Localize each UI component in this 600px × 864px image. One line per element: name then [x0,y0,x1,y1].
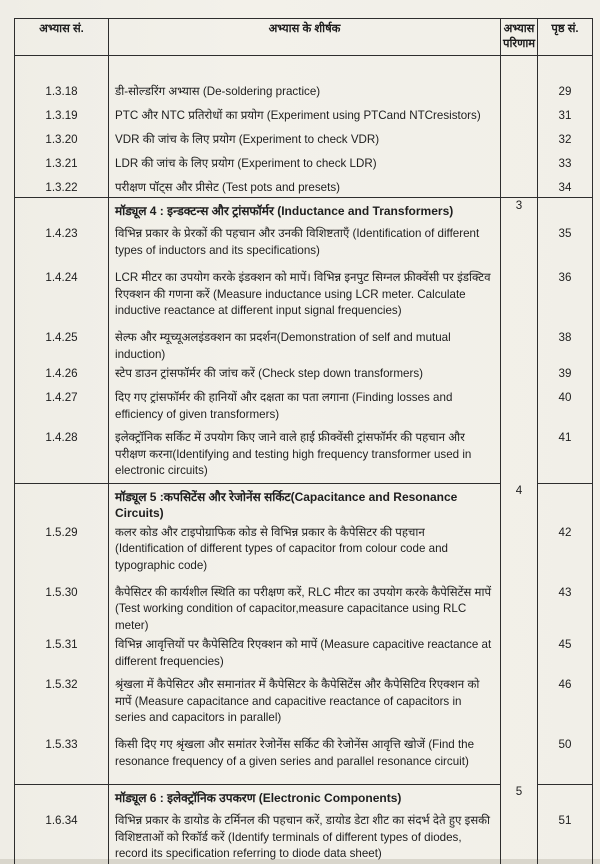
page-number: 50 [538,734,593,784]
exercise-number: 1.5.30 [15,582,109,635]
exercise-title: इलेक्ट्रॉनिक सर्किट में उपयोग किए जाने वाले हाई फ्रीक्वेंसी ट्रांसफॉर्मर की पहचान और परीक्षण करना(Identifying and testing high frequency transformer used in electronic circuits) [109,427,501,483]
page-number: 35 [538,223,593,267]
exercise-title: PTC और NTC प्रतिरोधों का प्रयोग (Experiment using PTCand NTCresistors) [109,105,501,129]
exercise-title: LCR मीटर का उपयोग करके इंडक्शन को मापें। विभिन्न इनपुट सिग्नल फ्रीक्वेंसी पर इंडक्टिव रिएक्शन की गणना करें (Measure inductance using LCR meter. Calculate inductive reactance at different input signal frequencies) [109,267,501,327]
exercise-number: 1.5.33 [15,734,109,784]
module-outcome: 3 [501,197,538,483]
exercise-title: परीक्षण पॉट्स और प्रीसेट (Test pots and presets) [109,177,501,197]
exercise-title: विभिन्न प्रकार के प्रेरकों की पहचान और उनकी विशिष्टताएँ (Identification of different types of inductors and its specifications) [109,223,501,267]
exercise-number: 1.3.22 [15,177,109,197]
exercise-title: कैपेसिटर की कार्यशील स्थिति का परीक्षण करें, RLC मीटर का उपयोग करके कैपेसिटेंस मापें (Test working condition of capacitor,measure capacitance using RLC meter) [109,582,501,635]
module-header-row [15,197,593,223]
exercise-number: 1.5.29 [15,522,109,582]
page-number: 31 [538,105,593,129]
page-number: 39 [538,363,593,387]
exercise-title: डी-सोल्डरिंग अभ्यास (De-soldering practice) [109,81,501,105]
exercise-number: 1.4.28 [15,427,109,483]
module-header-row [15,784,593,810]
header-row [15,19,593,56]
exercise-outcome [501,105,538,129]
exercise-outcome [501,177,538,197]
exercise-number: 1.4.27 [15,387,109,427]
exercise-outcome [501,129,538,153]
exercise-number: 1.3.21 [15,153,109,177]
module-outcome: 4 [501,483,538,784]
exercise-title: सेल्फ और म्यूच्यूअलइंडक्शन का प्रदर्शन(Demonstration of self and mutual induction) [109,327,501,363]
exercise-title: VDR की जांच के लिए प्रयोग (Experiment to check VDR) [109,129,501,153]
table-row [15,81,593,105]
exercise-number: 1.4.23 [15,223,109,267]
page-number: 45 [538,634,593,674]
page-number: 46 [538,674,593,734]
header-exercise-no: अभ्यास सं. [15,19,109,56]
contents-table [14,18,593,864]
exercise-title: श्रृंखला में कैपेसिटर और समानांतर में कैपेसिटर के कैपेसिटेंस और कैपेसिटिव रिएक्शन को मापें (Measure capacitance and capacitive reactance of capacitors in series and capacitors in parallel) [109,674,501,734]
page-number: 33 [538,153,593,177]
header-outcome: अभ्यास परिणाम [501,19,538,56]
page-number: 40 [538,387,593,427]
exercise-title: विभिन्न आवृत्तियों पर कैपेसिटिव रिएक्शन को मापें (Measure capacitive reactance at different frequencies) [109,634,501,674]
exercise-number: 1.5.32 [15,674,109,734]
exercise-number: 1.4.25 [15,327,109,363]
page-number: 38 [538,327,593,363]
spacer-row [15,56,593,82]
module-header-row [15,483,593,522]
page-number: 32 [538,129,593,153]
module-title: मॉड्यूल 4 : इन्डक्टन्स और ट्रांसफॉर्मर (Inductance and Transformers) [109,197,501,223]
exercise-title: स्टेप डाउन ट्रांसफॉर्मर की जांच करें (Check step down transformers) [109,363,501,387]
module-title: मॉड्यूल 5 :कपसिटेंस और रेजोनेंस सर्किट(Capacitance and Resonance Circuits) [109,483,501,522]
page-number: 41 [538,427,593,483]
exercise-number: 1.3.19 [15,105,109,129]
table-row [15,105,593,129]
exercise-number: 1.3.20 [15,129,109,153]
exercise-number: 1.6.34 [15,810,109,864]
table-row [15,153,593,177]
exercise-title: विभिन्न प्रकार के डायोड के टर्मिनल की पहचान करें, डायोड डेटा शीट का संदर्भ देते हुए इसकी विशिष्टताओं को रिकॉर्ड करें (Identify terminals of different types of diodes, record its specification referring to diode data sheet) [109,810,501,864]
page-number: 43 [538,582,593,635]
exercise-number: 1.3.18 [15,81,109,105]
exercise-outcome [501,81,538,105]
header-page-no: पृष्ठ सं. [538,19,593,56]
module-title: मॉड्यूल 6 : इलेक्ट्रॉनिक उपकरण (Electronic Components) [109,784,501,810]
exercise-title: किसी दिए गए श्रृंखला और समांतर रेजोनेंस सर्किट की रेजोनेंस आवृत्ति खोजें (Find the resonance frequency of a given series and parallel resonance circuit) [109,734,501,784]
page-number: 34 [538,177,593,197]
exercise-title: दिए गए ट्रांसफॉर्मर की हानियों और दक्षता का पता लगाना (Finding losses and efficiency of given transformers) [109,387,501,427]
module-outcome: 5 [501,784,538,864]
exercise-number: 1.4.24 [15,267,109,327]
page-number: 29 [538,81,593,105]
exercise-number: 1.5.31 [15,634,109,674]
page-number: 36 [538,267,593,327]
exercise-title: LDR की जांच के लिए प्रयोग (Experiment to check LDR) [109,153,501,177]
exercise-outcome [501,153,538,177]
header-exercise-title: अभ्यास के शीर्षक [109,19,501,56]
page-number: 51 [538,810,593,864]
contents-body [15,56,593,864]
table-row [15,177,593,197]
table-row [15,129,593,153]
page-number: 42 [538,522,593,582]
exercise-title: कलर कोड और टाइपोग्राफिक कोड से विभिन्न प्रकार के कैपेसिटर की पहचान (Identification of different types of capacitor from colour code and typographic code) [109,522,501,582]
exercise-number: 1.4.26 [15,363,109,387]
